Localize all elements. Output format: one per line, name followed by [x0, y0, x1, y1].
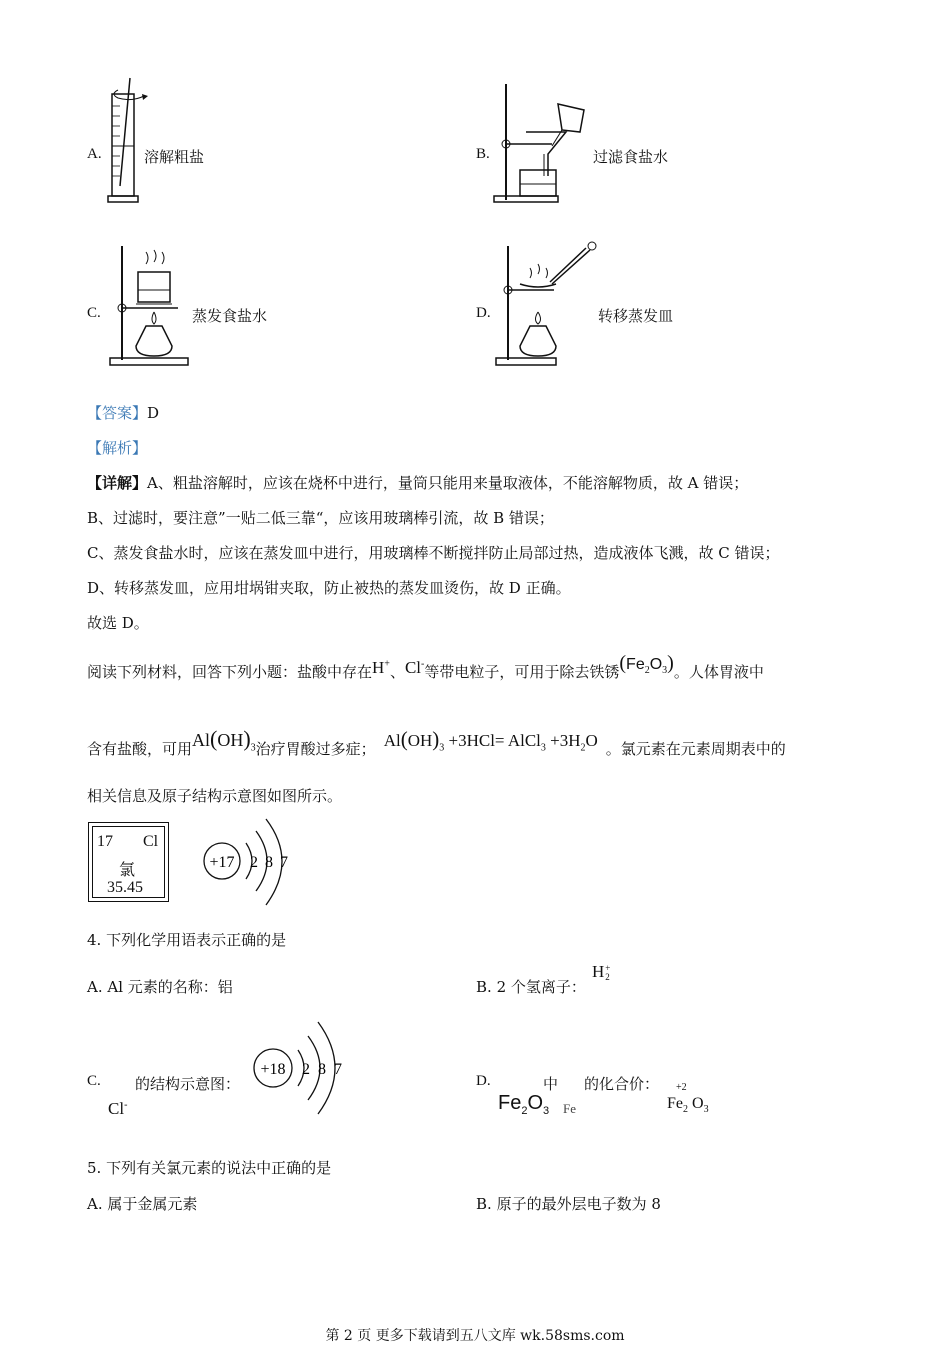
q4-a-text: Al 元素的名称：铝: [107, 978, 233, 996]
cl-shell-3: 7: [280, 854, 288, 871]
analysis-conclusion: 故选 D。: [87, 614, 149, 632]
q5-a-text: 属于金属元素: [107, 1195, 198, 1213]
aloh3-formula: $Al(OH)_3$: [192, 726, 256, 754]
q4-d-valence: +2: [676, 1082, 687, 1093]
option-b-letter: B.: [476, 146, 490, 162]
cl-nucleus: +17: [209, 854, 235, 871]
evaporation-figure: [108, 246, 194, 368]
q4-b-formula: H + 2: [592, 962, 611, 983]
material-line-1: [87, 652, 764, 684]
q4-d-letter: D.: [476, 1073, 491, 1089]
answer-label: 【答案】: [87, 404, 148, 422]
option-c-caption: 蒸发食盐水: [192, 309, 268, 325]
transfer-dish-figure: [494, 238, 604, 368]
material-text-1c: 。人体胃液中: [673, 663, 764, 681]
q4-c-ion: Cl-: [108, 1099, 128, 1118]
detail-label: 【详解】: [87, 474, 148, 492]
option-d-letter: D.: [476, 305, 491, 321]
analysis-line-a: [87, 472, 748, 493]
element-card: [88, 822, 169, 902]
material-text-2b: 治疗胃酸过多症；: [255, 740, 376, 758]
page-footer: 第 2 页 更多下载请到五八文库 wk.58sms.com: [325, 1328, 625, 1344]
q4-a-letter: A.: [87, 978, 103, 996]
q4-option-b[interactable]: [476, 976, 586, 997]
answer-line: [87, 402, 159, 423]
q5-b-text: 原子的最外层电子数为 8: [496, 1195, 661, 1213]
cl-atom-diagram: [200, 815, 300, 911]
q5-option-a[interactable]: [87, 1193, 197, 1214]
q4-d-result: $Fe_2$ $O_3$: [667, 1095, 709, 1116]
answer-value: D: [147, 404, 160, 422]
analysis-label: 【解析】: [87, 439, 148, 457]
q4-d-fe: Fe: [563, 1101, 576, 1116]
q4-b-letter: B.: [476, 978, 492, 996]
q4-stem: 4. 下列化学用语表示正确的是: [87, 931, 287, 949]
q4-c-nucleus: +18: [260, 1061, 286, 1078]
q4-option-a[interactable]: [87, 976, 233, 997]
analysis-line-c: C、蒸发食盐水时，应该在蒸发皿中进行，用玻璃棒不断搅拌防止局部过热，造成液体飞溅，故 C 错误；: [87, 544, 780, 562]
q4-c-shell-2: 8: [318, 1061, 326, 1078]
rust-formula: $(Fe_2O_3)$: [619, 652, 674, 676]
cl-shell-2: 8: [265, 854, 273, 871]
q4-b-text: 2 个氢离子：: [496, 978, 586, 996]
option-d-caption: 转移蒸发皿: [598, 309, 674, 325]
q4-c-shell-1: 2: [302, 1061, 310, 1078]
material-line-3: 相关信息及原子结构示意图如图所示。: [87, 787, 343, 805]
atomic-number: 17: [97, 833, 113, 850]
h-ion: H+: [372, 658, 390, 677]
q4-d-text: 的化合价：: [584, 1075, 660, 1093]
material-line-2: [87, 726, 786, 762]
analysis-line-d: D、转移蒸发皿，应用坩埚钳夹取，防止被热的蒸发皿烫伤，故 D 正确。: [87, 579, 571, 597]
option-a-caption: 溶解粗盐: [144, 150, 205, 166]
q5-stem: 5. 下列有关氯元素的说法中正确的是: [87, 1159, 332, 1177]
filtration-figure: [492, 84, 592, 206]
option-a-letter: A.: [87, 146, 102, 162]
material-text-1b: 等带电粒子，可用于除去铁锈: [424, 663, 620, 681]
analysis-line-b: B、过滤时，要注意”一贴二低三靠“，应该用玻璃棒引流，故 B 错误；: [87, 509, 554, 527]
option-c-letter: C.: [87, 305, 101, 321]
option-b-caption: 过滤食盐水: [593, 150, 669, 166]
element-symbol: Cl: [143, 833, 159, 850]
q4-c-ion-diagram[interactable]: [252, 1018, 352, 1118]
graduated-cylinder-figure: [100, 76, 160, 206]
q5-a-letter: A.: [87, 1195, 103, 1213]
cl-ion: Cl-: [404, 658, 425, 677]
q4-c-letter: C.: [87, 1073, 101, 1089]
neutralization-equation: $Al(OH)_3 +3HCl=$ AlCl$_3$ $+3H_2O$: [383, 727, 598, 754]
q4-c-text: 的结构示意图：: [135, 1075, 241, 1093]
q4-d-formula: $Fe_2O_3$: [498, 1092, 550, 1117]
q4-c-shell-3: 7: [334, 1061, 342, 1078]
q5-b-letter: B.: [476, 1195, 492, 1213]
material-text-2a: 含有盐酸，可用: [87, 740, 193, 758]
q5-option-b[interactable]: [476, 1193, 661, 1214]
q4-d-zhong: 中: [543, 1075, 559, 1093]
cl-shell-1: 2: [250, 854, 258, 871]
material-text-2c: 。氯元素在元素周期表中的: [605, 740, 786, 758]
atomic-mass: 35.45: [107, 879, 143, 896]
separator: 、: [389, 663, 405, 681]
material-text-1a: 阅读下列材料，回答下列小题：盐酸中存在: [87, 663, 373, 681]
element-name: 氯: [119, 862, 136, 879]
analysis-text-a: A、粗盐溶解时，应该在烧杯中进行，量筒只能用来量取液体，不能溶解物质，故 A 错误；: [147, 474, 749, 492]
